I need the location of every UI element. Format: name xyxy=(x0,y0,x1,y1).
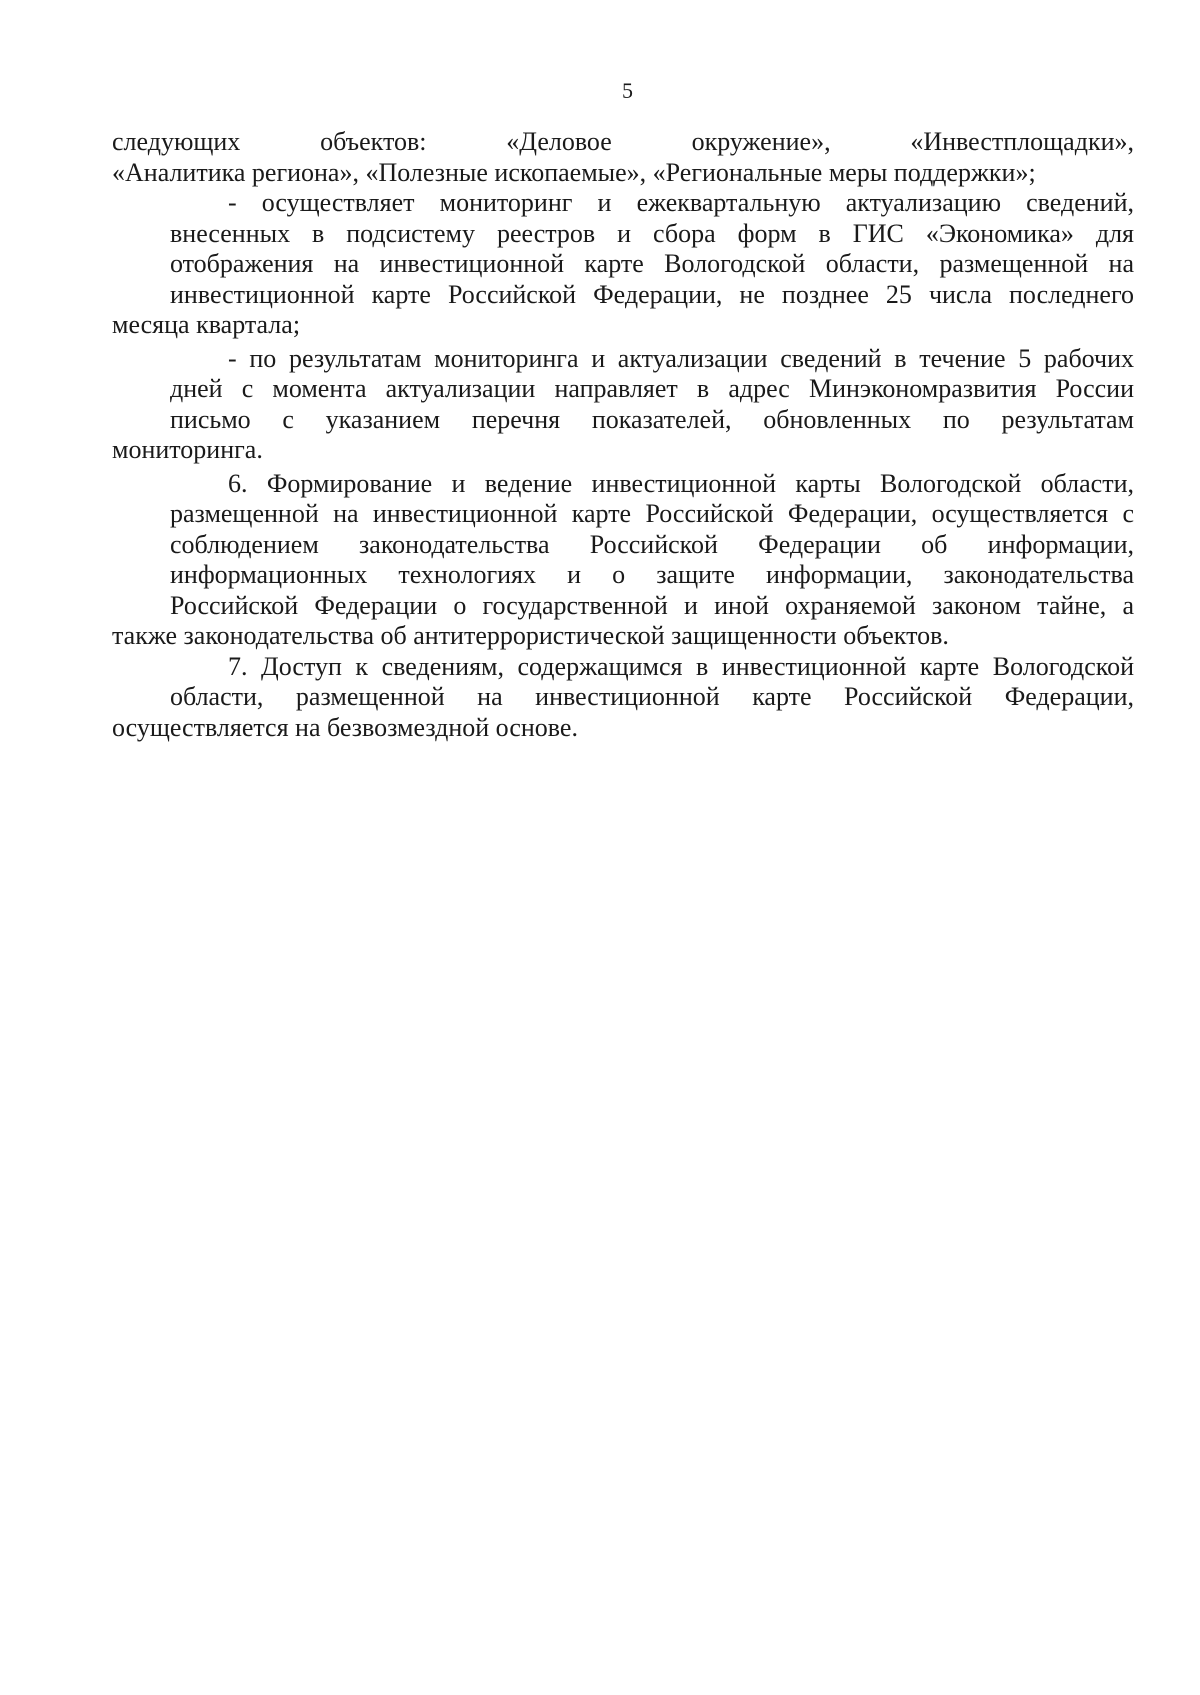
paragraph-monitoring-results xyxy=(112,344,1134,466)
paragraph-objects-list xyxy=(112,127,1134,188)
text-line: следующих объектов: «Деловое окружение», «Инвестплощадки», xyxy=(112,127,1134,156)
text-line: - по результатам мониторинга и актуализации сведений в течение 5 рабочих xyxy=(228,343,1134,373)
text-line: размещенной на инвестиционной карте Российской Федерации, осуществляется с xyxy=(170,499,1134,528)
text-line: Российской Федерации о государственной и иной охраняемой законом тайне, а xyxy=(170,590,1134,620)
paragraph-item-7 xyxy=(112,652,1134,744)
text-line: информационных технологиях и о защите информации, законодательства xyxy=(170,560,1134,589)
text-line: 7. Доступ к сведениям, содержащимся в инвестиционной карте Вологодской xyxy=(228,651,1134,681)
text-line: мониторинга. xyxy=(112,435,263,464)
text-line: месяца квартала; xyxy=(112,310,301,339)
document-body xyxy=(112,127,1134,743)
text-line: соблюдением законодательства Российской Федерации об информации, xyxy=(170,529,1134,559)
text-line: 6. Формирование и ведение инвестиционной карты Вологодской области, xyxy=(228,468,1134,498)
paragraph-monitoring xyxy=(112,188,1134,341)
text-line: дней с момента актуализации направляет в адрес Минэкономразвития России xyxy=(170,374,1134,403)
text-line: осуществляется на безвозмездной основе. xyxy=(112,712,578,742)
page-number: 5 xyxy=(622,78,633,103)
text-line: области, размещенной на инвестиционной карте Российской Федерации, xyxy=(170,682,1134,711)
text-line: инвестиционной карте Российской Федерации, не позднее 25 числа последнего xyxy=(170,279,1134,309)
paragraph-item-6 xyxy=(112,469,1134,652)
text-line: - осуществляет мониторинг и ежеквартальную актуализацию сведений, xyxy=(228,188,1134,217)
text-line: письмо с указанием перечня показателей, обновленных по результатам xyxy=(170,404,1134,434)
text-line: «Аналитика региона», «Полезные ископаемые», «Региональные меры поддержки»; xyxy=(112,157,1036,187)
text-line: отображения на инвестиционной карте Вологодской области, размещенной на xyxy=(170,249,1134,278)
text-line: внесенных в подсистему реестров и сбора форм в ГИС «Экономика» для xyxy=(170,218,1134,248)
text-line: также законодательства об антитеррористической защищенности объектов. xyxy=(112,621,949,650)
